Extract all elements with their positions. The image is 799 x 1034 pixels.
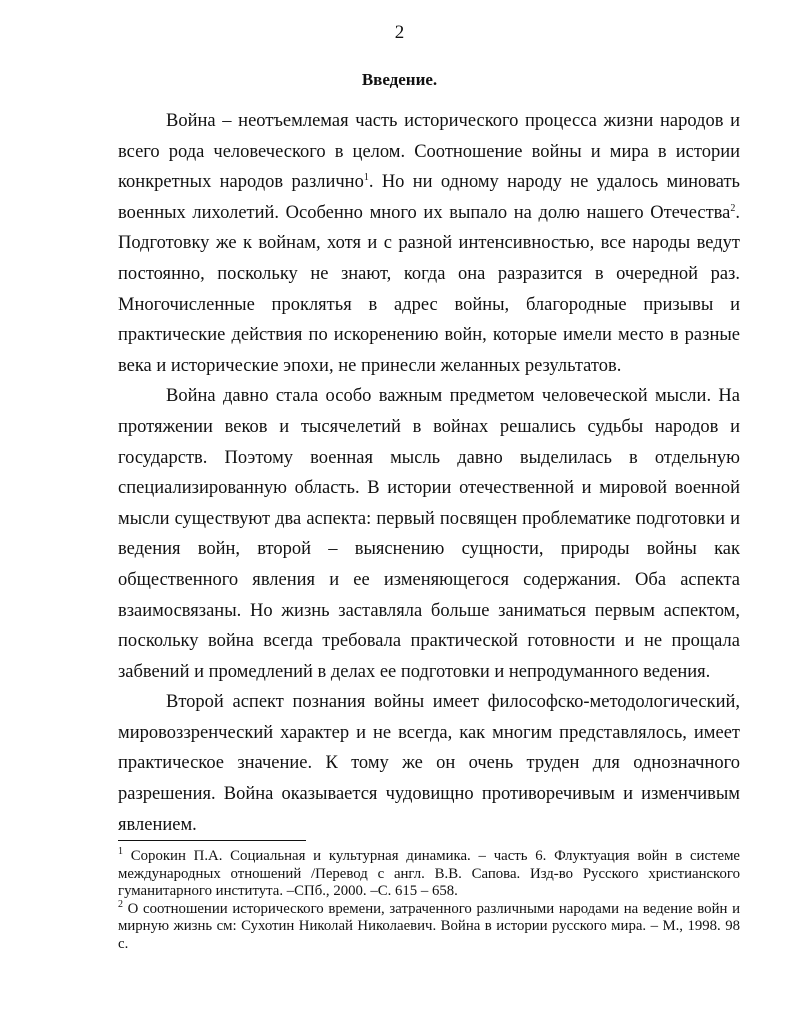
footnote-1-text: Сорокин П.А. Социальная и культурная динамика. – часть 6. Флуктуация войн в системе международных отношений /Перевод с англ. В.В. Сапова. Изд-во Русского христианского гуманитарного института. –СПб., 2000. –С. 615 – 658. [118,848,740,899]
footnote-2-text: О соотношении исторического времени, затраченного различными народами на ведение войн и мирную жизнь см: Сухотин Николай Николаевич. Война в истории русского мира. – М., 1998. 98 с. [118,900,740,952]
footnote-1-marker: 1 [118,846,123,858]
paragraph-1-text-c: . Подготовку же к войнам, хотя и с разной интенсивностью, все народы ведут постоянно, поскольку не знают, когда она разразится в очередной раз. Многочисленные проклятья в адрес войны, благородные призывы и практические действия по искоренению войн, которые имели место в разные века и исторические эпохи, не принесли желанных результатов. [118,202,740,376]
paragraph-1-text-a: Война – неотъемлемая часть исторического процесса жизни народов и всего рода человеческого в целом. Соотношение войны и мира в истории конкретных народов различно [118,111,740,193]
footnote-1 [118,848,740,901]
footnote-2-marker: 2 [118,898,123,910]
footnote-ref-2[interactable]: 2 [730,202,736,214]
footnote-2 [118,898,740,954]
footnote-divider [118,840,306,841]
footnote-ref-1[interactable]: 1 [363,172,369,184]
paragraph-2: Война давно стала особо важным предметом человеческой мысли. На протяжении веков и тысячелетий в войнах решались судьбы народов и государств. Поэтому военная мысль давно выделилась в отдельную специализированную область. В истории отечественной и мировой военной мысли существуют два аспекта: первый посвящен проблематике подготовки и ведения войн, второй – выяснению сущности, природы войны как общественного явления и ее изменяющегося содержания. Оба аспекта взаимосвязаны. Но жизнь заставляла больше заниматься первым аспектом, поскольку война всегда требовала практической готовности и не прощала забвений и промедлений в делах ее подготовки и непродуманного ведения. [118,386,740,682]
paragraph-1 [118,106,740,381]
paragraph-1-text-b: . Но ни одному народу не удалось миновать военных лихолетий. Особенно много их выпало на долю нашего Отечества [118,172,740,223]
paragraph-3: Второй аспект познания войны имеет философско-методологический, мировоззренческий характер и не всегда, как многим представлялось, имеет практическое значение. К тому же он очень труден для однозначного разрешения. Война оказывается чудовищно противоречивым и изменчивым явлением. [118,692,740,835]
page-number: 2 [394,22,405,43]
section-heading: Введение. [361,70,438,89]
body-text [118,106,740,840]
footnotes [118,848,740,953]
